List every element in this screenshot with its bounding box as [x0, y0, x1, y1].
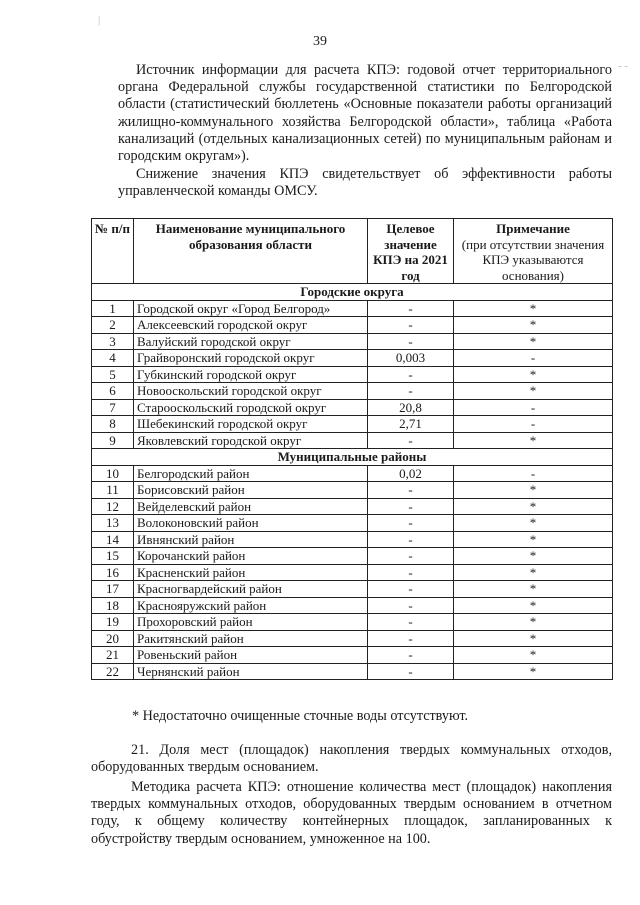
row-note: * [454, 432, 613, 449]
row-target-value: 2,71 [368, 416, 454, 433]
row-number: 5 [92, 366, 134, 383]
row-number: 16 [92, 564, 134, 581]
row-name: Белгородский район [134, 465, 368, 482]
row-number: 22 [92, 663, 134, 680]
table-row [92, 416, 613, 433]
section-title: Муниципальные районы [92, 449, 613, 466]
table-row [92, 614, 613, 631]
footnote: * Недостаточно очищенные сточные воды отсутствуют. [132, 708, 469, 724]
table-row [92, 482, 613, 499]
row-number: 14 [92, 531, 134, 548]
row-name: Прохоровский район [134, 614, 368, 631]
methodology-paragraph: Методика расчета КПЭ: отношение количества мест (площадок) накопления твердых коммунальных отходов, оборудованных твердым основанием в отчетном году, к общему количеству контейнерных площадок, запланированных к обустройству твердым основанием, умноженное на 100. [91, 779, 612, 847]
row-target-value: - [368, 383, 454, 400]
row-number: 13 [92, 515, 134, 532]
row-number: 10 [92, 465, 134, 482]
header-num: № п/п [92, 219, 134, 284]
row-number: 21 [92, 647, 134, 664]
kpe-table [91, 218, 613, 680]
row-target-value: - [368, 597, 454, 614]
row-name: Алексеевский городской округ [134, 317, 368, 334]
table-row [92, 630, 613, 647]
row-number: 6 [92, 383, 134, 400]
row-target-value: - [368, 498, 454, 515]
row-name: Краснояружский район [134, 597, 368, 614]
row-note: - [454, 465, 613, 482]
row-name: Губкинский городской округ [134, 366, 368, 383]
table-row [92, 581, 613, 598]
row-note: * [454, 317, 613, 334]
row-note: * [454, 498, 613, 515]
table-row [92, 366, 613, 383]
row-note: * [454, 647, 613, 664]
row-target-value: - [368, 317, 454, 334]
row-target-value: - [368, 515, 454, 532]
row-name: Яковлевский городской округ [134, 432, 368, 449]
scan-mark-right: ‐ ‐ [618, 60, 629, 72]
row-target-value: 20,8 [368, 399, 454, 416]
row-name: Ивнянский район [134, 531, 368, 548]
row-number: 9 [92, 432, 134, 449]
table-row [92, 333, 613, 350]
row-number: 11 [92, 482, 134, 499]
row-number: 3 [92, 333, 134, 350]
row-name: Красненский район [134, 564, 368, 581]
row-number: 1 [92, 300, 134, 317]
row-name: Корочанский район [134, 548, 368, 565]
row-target-value: - [368, 581, 454, 598]
row-note: * [454, 366, 613, 383]
row-note: * [454, 548, 613, 565]
table-row [92, 317, 613, 334]
row-name: Старооскольский городской округ [134, 399, 368, 416]
row-name: Вейделевский район [134, 498, 368, 515]
row-name: Шебекинский городской округ [134, 416, 368, 433]
table-row [92, 647, 613, 664]
header-note [454, 219, 613, 284]
row-target-value: - [368, 647, 454, 664]
table-row [92, 498, 613, 515]
header-note-title: Примечание [496, 221, 570, 236]
row-name: Городской округ «Город Белгород» [134, 300, 368, 317]
source-paragraph: Источник информации для расчета КПЭ: годовой отчет территориального органа Федеральной службы государственной статистики по Белгородской области (статистический бюллетень «Основные показатели работы организаций жилищно-коммунального хозяйства Белгородской области», таблица «Работа канализаций (отдельных канализационных сетей) по муниципальным районам и городским округам»). [118, 62, 612, 165]
table-row [92, 399, 613, 416]
row-target-value: 0,003 [368, 350, 454, 367]
row-note: * [454, 531, 613, 548]
row-note: * [454, 581, 613, 598]
table-row [92, 350, 613, 367]
table-row [92, 531, 613, 548]
row-number: 2 [92, 317, 134, 334]
row-note: * [454, 383, 613, 400]
row-target-value: - [368, 614, 454, 631]
row-note: * [454, 300, 613, 317]
row-number: 15 [92, 548, 134, 565]
row-note: * [454, 564, 613, 581]
row-note: - [454, 416, 613, 433]
row-note: - [454, 399, 613, 416]
row-number: 19 [92, 614, 134, 631]
row-target-value: - [368, 432, 454, 449]
section-title: Городские округа [92, 284, 613, 301]
row-target-value: - [368, 663, 454, 680]
row-target-value: - [368, 300, 454, 317]
item-21-paragraph: 21. Доля мест (площадок) накопления твердых коммунальных отходов, оборудованных твердым основанием. [91, 742, 612, 776]
row-note: * [454, 597, 613, 614]
row-number: 20 [92, 630, 134, 647]
table-row [92, 383, 613, 400]
row-target-value: - [368, 482, 454, 499]
row-target-value: - [368, 548, 454, 565]
table-row [92, 564, 613, 581]
row-note: * [454, 515, 613, 532]
row-target-value: - [368, 366, 454, 383]
header-name: Наименование муниципального образования области [134, 219, 368, 284]
row-name: Красногвардейский район [134, 581, 368, 598]
table-row [92, 432, 613, 449]
row-name: Чернянский район [134, 663, 368, 680]
table-row [92, 597, 613, 614]
row-number: 4 [92, 350, 134, 367]
row-number: 18 [92, 597, 134, 614]
page-number: 39 [313, 34, 327, 49]
scan-mark: | [98, 14, 101, 26]
row-number: 8 [92, 416, 134, 433]
header-target: Целевое значение КПЭ на 2021 год [368, 219, 454, 284]
row-number: 17 [92, 581, 134, 598]
row-name: Волоконовский район [134, 515, 368, 532]
row-target-value: - [368, 333, 454, 350]
section-row-city-districts [92, 284, 613, 301]
row-name: Ровеньский район [134, 647, 368, 664]
row-name: Валуйский городской округ [134, 333, 368, 350]
row-name: Новооскольский городской округ [134, 383, 368, 400]
row-note: * [454, 333, 613, 350]
table-row [92, 465, 613, 482]
row-target-value: - [368, 630, 454, 647]
kpe-decrease-paragraph: Снижение значения КПЭ свидетельствует об эффективности работы управленческой команды ОМСУ. [118, 166, 612, 200]
row-note: * [454, 663, 613, 680]
section-row-municipal-districts [92, 449, 613, 466]
row-name: Ракитянский район [134, 630, 368, 647]
row-target-value: 0,02 [368, 465, 454, 482]
row-note: * [454, 482, 613, 499]
row-target-value: - [368, 564, 454, 581]
row-name: Грайворонский городской округ [134, 350, 368, 367]
table-row [92, 548, 613, 565]
row-name: Борисовский район [134, 482, 368, 499]
table-header-row [92, 219, 613, 284]
table-row [92, 515, 613, 532]
table-row [92, 300, 613, 317]
row-number: 7 [92, 399, 134, 416]
header-note-text: (при отсутствии значения КПЭ указываются основания) [461, 236, 605, 283]
row-target-value: - [368, 531, 454, 548]
row-number: 12 [92, 498, 134, 515]
row-note: * [454, 630, 613, 647]
table-row [92, 663, 613, 680]
row-note: * [454, 614, 613, 631]
row-note: - [454, 350, 613, 367]
